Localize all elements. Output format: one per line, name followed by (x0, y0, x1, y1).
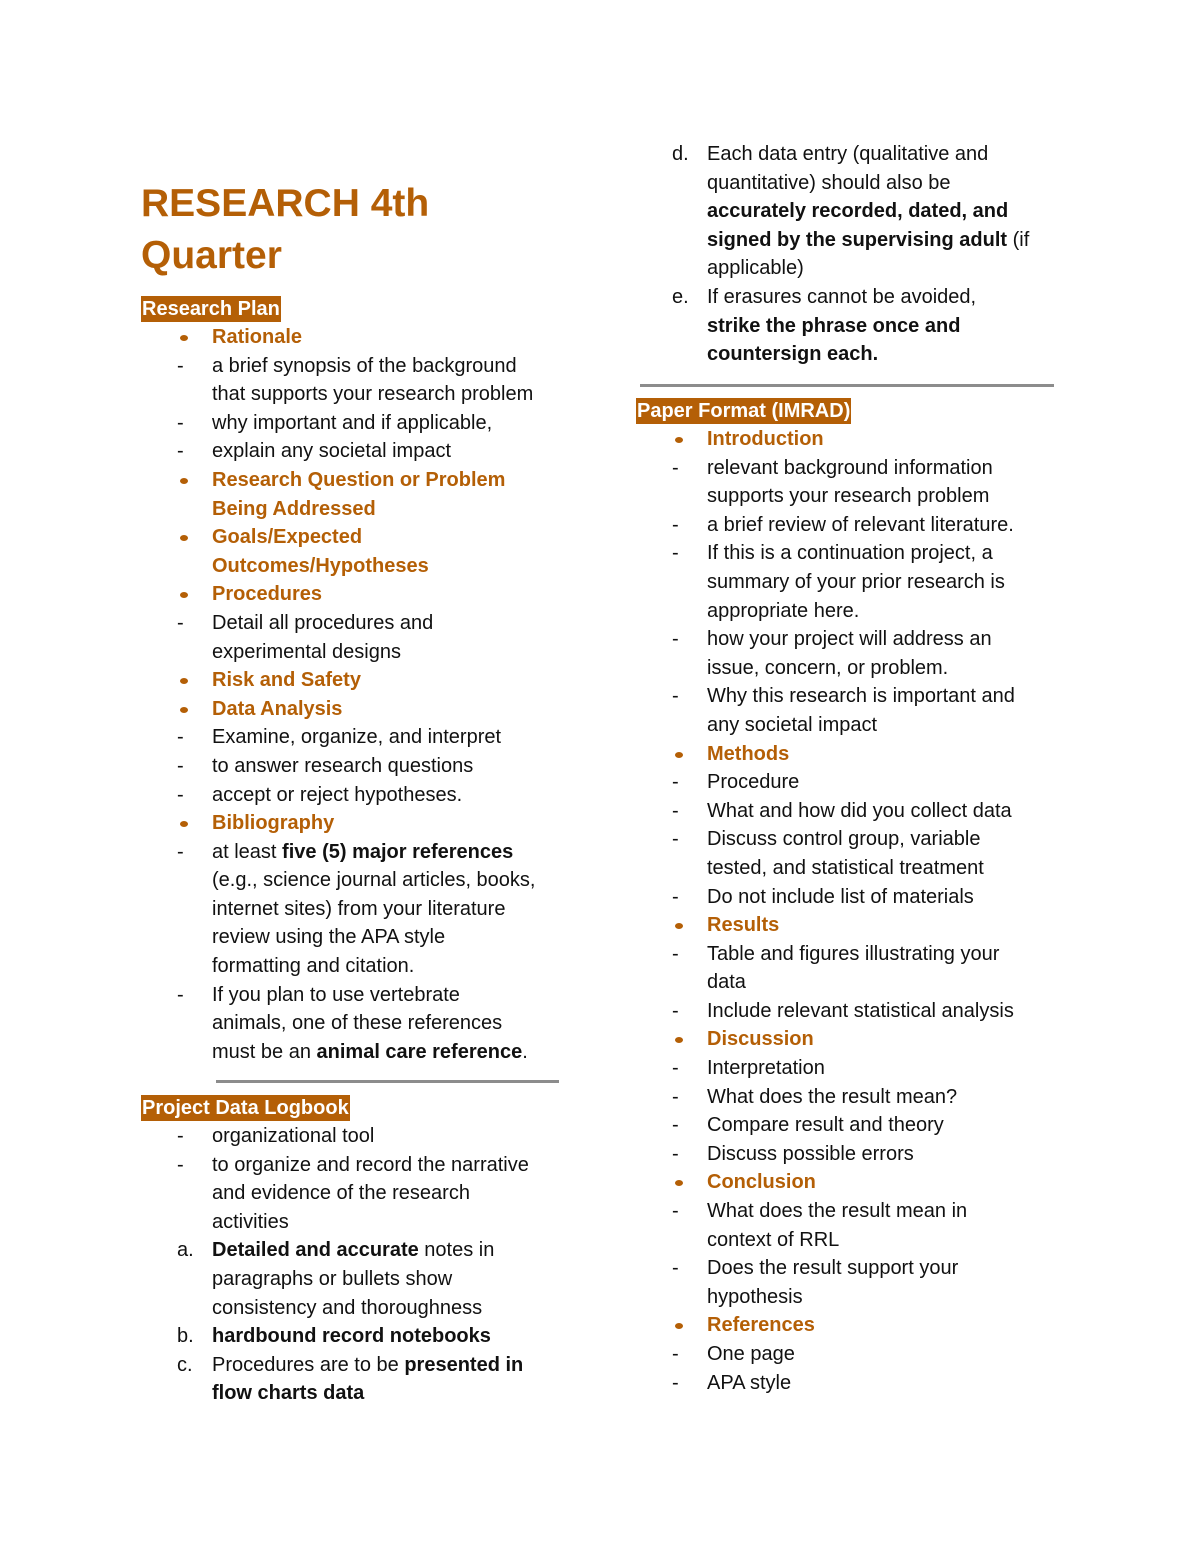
subsection-item (141, 695, 581, 724)
subsection-item (636, 1025, 1076, 1054)
item-text-line (707, 597, 1076, 626)
emphasis-text: signed by the supervising adult (707, 228, 1008, 251)
text-run: If this is a continuation project, a (707, 542, 993, 565)
subsection-item (141, 323, 581, 352)
bullet-icon (180, 535, 188, 541)
item-text-line (212, 723, 581, 752)
item-text-line (707, 1226, 1076, 1255)
subsection-label: Conclusion (707, 1171, 816, 1194)
subsection-label: Data Analysis (212, 697, 343, 720)
text-run: Include relevant statistical analysis (707, 999, 1014, 1022)
item-text-line (707, 539, 1076, 568)
item-text-line (212, 1322, 581, 1351)
text-run: hypothesis (707, 1285, 803, 1308)
dash-item (141, 409, 581, 438)
item-letter: c. (177, 1353, 193, 1376)
dash-item (636, 1254, 1076, 1311)
text-run: If you plan to use vertebrate (212, 983, 460, 1006)
bullet-icon (675, 437, 683, 443)
text-run: Why this research is important and (707, 685, 1015, 708)
item-text-line (707, 711, 1076, 740)
subsection-label: Rationale (212, 326, 303, 348)
dash-item (636, 682, 1076, 739)
item-text-line (212, 981, 581, 1010)
text-run: formatting and citation. (212, 955, 415, 978)
text-run: relevant background information (707, 456, 993, 479)
subsection-item (636, 425, 1076, 454)
item-text-line (707, 169, 1076, 198)
logbook-continued-list (636, 140, 1076, 369)
dash-item (636, 539, 1076, 625)
item-text-line (707, 1340, 1076, 1369)
dash-marker: - (672, 628, 679, 651)
lettered-item (141, 1322, 581, 1351)
dash-item (141, 437, 581, 466)
dash-marker: - (672, 513, 679, 536)
text-run: any societal impact (707, 713, 878, 736)
text-run: What and how did you collect data (707, 799, 1012, 822)
subsection-label: Risk and Safety (212, 669, 361, 692)
text-run: supports your research problem (707, 485, 990, 508)
project-logbook-list (141, 1122, 581, 1408)
item-text-line (212, 1122, 581, 1151)
item-text-line (212, 923, 581, 952)
item-letter: d. (672, 143, 689, 165)
item-text-line (212, 1208, 581, 1237)
text-run: context of RRL (707, 1228, 840, 1251)
dash-item (636, 1369, 1076, 1398)
text-run: Compare result and theory (707, 1114, 944, 1137)
dash-item (636, 883, 1076, 912)
item-text-line (212, 895, 581, 924)
subsection-item (141, 580, 581, 609)
bullet-icon (180, 678, 188, 684)
item-text-line (212, 1265, 581, 1294)
text-run: consistency and thoroughness (212, 1296, 483, 1319)
text-run: Discuss possible errors (707, 1142, 914, 1165)
subsection-item (636, 740, 1076, 769)
dash-item (636, 768, 1076, 797)
dash-marker: - (177, 783, 184, 806)
text-run: activities (212, 1210, 289, 1233)
text-run: review using the APA style (212, 926, 446, 949)
item-text-line (707, 197, 1076, 226)
text-run: appropriate here. (707, 599, 860, 622)
item-text-line (707, 511, 1076, 540)
subsection-label: Bibliography (212, 812, 335, 835)
bullet-icon (180, 478, 188, 484)
item-text-line (707, 625, 1076, 654)
text-run: animals, one of these references (212, 1012, 503, 1035)
item-text-line (212, 1151, 581, 1180)
item-text-line (707, 883, 1076, 912)
dash-item (141, 723, 581, 752)
dash-item (636, 511, 1076, 540)
item-text-line (212, 638, 581, 667)
dash-marker: - (177, 840, 184, 863)
item-text-line (707, 825, 1076, 854)
text-run: Interpretation (707, 1057, 825, 1080)
item-text-line (212, 1294, 581, 1323)
dash-item (636, 625, 1076, 682)
item-text-line (707, 1283, 1076, 1312)
dash-marker: - (672, 1343, 679, 1365)
dash-item (636, 1340, 1076, 1369)
text-run: a brief review of relevant literature. (707, 513, 1014, 536)
item-text-line (212, 1351, 581, 1380)
item-text-line (212, 781, 581, 810)
bullet-icon (180, 335, 188, 341)
item-text-line (707, 1083, 1076, 1112)
subsection-label: Research Question or Problem (212, 468, 506, 491)
dash-item (636, 1054, 1076, 1083)
item-text-line (212, 952, 581, 981)
dash-marker: - (672, 799, 679, 822)
text-run: (if (1007, 228, 1030, 251)
subsection-label: Discussion (707, 1028, 814, 1051)
item-text-line (707, 768, 1076, 797)
text-run: to answer research questions (212, 754, 474, 777)
lettered-item (141, 1351, 581, 1408)
item-text-line (212, 866, 581, 895)
bullet-icon (675, 752, 683, 758)
text-run: that supports your research problem (212, 383, 534, 406)
dash-item (141, 352, 581, 409)
item-text-line (212, 380, 581, 409)
dash-marker: - (177, 354, 184, 377)
dash-marker: - (672, 1057, 679, 1080)
dash-marker: - (177, 411, 184, 434)
dash-item (636, 825, 1076, 882)
dash-marker: - (672, 456, 679, 479)
section-divider-left (216, 1080, 559, 1083)
subsection-label: Procedures (212, 583, 323, 606)
dash-item (636, 1197, 1076, 1254)
text-run: Procedures are to be (212, 1353, 405, 1376)
text-run: how your project will address an (707, 628, 992, 651)
emphasis-text: flow charts data (212, 1382, 365, 1405)
item-text-line (707, 283, 1076, 312)
emphasis-text: accurately recorded, dated, and (707, 200, 1009, 223)
bullet-icon (675, 1037, 683, 1043)
text-run: quantitative) should also be (707, 171, 951, 194)
dash-marker: - (672, 1114, 679, 1137)
subsection-label: Introduction (707, 428, 824, 450)
text-run: paragraphs or bullets show (212, 1267, 453, 1290)
text-run: . (522, 1040, 528, 1063)
emphasis-text: countersign each. (707, 343, 879, 366)
dash-item (636, 1140, 1076, 1169)
text-run: Examine, organize, and interpret (212, 726, 502, 749)
dash-marker: - (672, 885, 679, 908)
item-text-line (707, 1197, 1076, 1226)
dash-item (141, 752, 581, 781)
text-run: accept or reject hypotheses. (212, 783, 463, 806)
dash-item (141, 609, 581, 666)
text-run: tested, and statistical treatment (707, 856, 984, 879)
item-text-line (707, 654, 1076, 683)
subsection-item (141, 809, 581, 838)
paper-format-list (636, 425, 1076, 1397)
research-plan-list (141, 323, 581, 1066)
text-run: explain any societal impact (212, 440, 452, 463)
emphasis-text: presented in (404, 1353, 524, 1376)
text-run: issue, concern, or problem. (707, 656, 949, 679)
item-text-line (707, 940, 1076, 969)
item-text-line (707, 1254, 1076, 1283)
item-text-line (212, 437, 581, 466)
item-text-line (212, 1179, 581, 1208)
dash-item (141, 838, 581, 981)
text-run: organizational tool (212, 1125, 375, 1147)
item-text-line (212, 409, 581, 438)
dash-item (636, 940, 1076, 997)
text-run: Do not include list of materials (707, 885, 974, 908)
text-run: applicable) (707, 257, 804, 280)
dash-item (141, 781, 581, 810)
dash-marker: - (672, 999, 679, 1022)
dash-item (141, 981, 581, 1067)
title-line-2: Quarter (141, 234, 282, 277)
subsection-label: Being Addressed (212, 497, 376, 520)
research-plan-heading: Research Plan (142, 298, 280, 320)
text-run: Discuss control group, variable (707, 828, 981, 851)
item-letter: b. (177, 1325, 194, 1348)
text-run: APA style (707, 1371, 792, 1394)
text-run: to organize and record the narrative (212, 1153, 529, 1176)
item-text-line (212, 752, 581, 781)
emphasis-text: Detailed and accurate (212, 1239, 419, 1262)
item-text-line (707, 997, 1076, 1026)
item-text-line (212, 1236, 581, 1265)
bullet-icon (675, 923, 683, 929)
bullet-icon (180, 592, 188, 598)
item-text-line (707, 797, 1076, 826)
dash-item (141, 1122, 581, 1151)
section-divider-right (640, 384, 1054, 387)
text-run: experimental designs (212, 640, 401, 663)
item-text-line (707, 568, 1076, 597)
item-text-line (707, 1054, 1076, 1083)
item-text-line (707, 226, 1076, 255)
subsection-label: References (707, 1314, 815, 1337)
subsection-label: Methods (707, 742, 790, 765)
item-text-line (212, 1038, 581, 1067)
dash-item (636, 797, 1076, 826)
dash-item (636, 1111, 1076, 1140)
text-run: summary of your prior research is (707, 570, 1005, 593)
text-run: at least (212, 840, 283, 863)
dash-marker: - (672, 685, 679, 708)
text-run: Does the result support your (707, 1257, 959, 1280)
lettered-item (636, 140, 1076, 283)
subsection-label: Goals/Expected (212, 526, 363, 549)
subsection-item (636, 911, 1076, 940)
text-run: must be an (212, 1040, 317, 1063)
dash-marker: - (177, 726, 184, 749)
lettered-item (636, 283, 1076, 369)
document-title (141, 178, 429, 282)
text-run: (e.g., science journal articles, books, (212, 869, 536, 892)
item-letter: a. (177, 1239, 194, 1262)
item-text-line (707, 312, 1076, 341)
emphasis-text: five (5) major references (282, 840, 514, 863)
item-text-line (212, 1379, 581, 1408)
text-run: One page (707, 1343, 795, 1365)
item-text-line (707, 482, 1076, 511)
dash-marker: - (672, 1085, 679, 1108)
bullet-icon (180, 821, 188, 827)
item-text-line (707, 1369, 1076, 1398)
project-logbook-heading: Project Data Logbook (142, 1097, 349, 1119)
subsection-label: Outcomes/Hypotheses (212, 554, 429, 577)
emphasis-text: animal care reference (316, 1040, 523, 1063)
subsection-item (141, 523, 581, 580)
dash-item (636, 1083, 1076, 1112)
text-run: data (707, 971, 746, 994)
dash-marker: - (177, 1125, 184, 1147)
dash-marker: - (672, 771, 679, 794)
dash-marker: - (177, 1153, 184, 1176)
text-run: Detail all procedures and (212, 611, 434, 634)
bullet-icon (675, 1180, 683, 1186)
item-text-line (707, 1140, 1076, 1169)
item-text-line (707, 968, 1076, 997)
text-run: Procedure (707, 771, 800, 794)
text-run: What does the result mean? (707, 1085, 958, 1108)
dash-marker: - (672, 542, 679, 565)
dash-marker: - (177, 440, 184, 463)
text-run: why important and if applicable, (212, 411, 493, 434)
dash-marker: - (672, 1200, 679, 1223)
item-text-line (707, 1111, 1076, 1140)
dash-marker: - (672, 1142, 679, 1165)
dash-item (141, 1151, 581, 1237)
item-text-line (707, 854, 1076, 883)
emphasis-text: hardbound record notebooks (212, 1325, 491, 1348)
dash-item (636, 997, 1076, 1026)
dash-marker: - (177, 983, 184, 1006)
emphasis-text: strike the phrase once and (707, 314, 961, 337)
item-text-line (212, 352, 581, 381)
subsection-item (636, 1311, 1076, 1340)
dash-marker: - (177, 754, 184, 777)
item-text-line (707, 140, 1076, 169)
lettered-item (141, 1236, 581, 1322)
text-run: If erasures cannot be avoided, (707, 285, 977, 308)
item-text-line (212, 609, 581, 638)
text-run: What does the result mean in (707, 1200, 968, 1223)
dash-item (636, 454, 1076, 511)
bullet-icon (675, 1323, 683, 1329)
item-text-line (212, 838, 581, 867)
text-run: notes in (418, 1239, 495, 1262)
dash-marker: - (672, 942, 679, 965)
dash-marker: - (672, 1371, 679, 1394)
text-run: a brief synopsis of the background (212, 354, 517, 377)
item-text-line (707, 254, 1076, 283)
bullet-icon (180, 707, 188, 713)
paper-format-heading: Paper Format (IMRAD) (637, 400, 851, 422)
subsection-label: Results (707, 914, 780, 937)
dash-marker: - (672, 1257, 679, 1280)
text-run: and evidence of the research (212, 1182, 470, 1205)
item-text-line (212, 1009, 581, 1038)
dash-marker: - (672, 828, 679, 851)
item-text-line (707, 454, 1076, 483)
subsection-item (141, 466, 581, 523)
item-text-line (707, 682, 1076, 711)
subsection-item (636, 1168, 1076, 1197)
subsection-item (141, 666, 581, 695)
text-run: internet sites) from your literature (212, 897, 506, 920)
item-text-line (707, 340, 1076, 369)
text-run: Table and figures illustrating your (707, 942, 1000, 965)
item-letter: e. (672, 285, 689, 308)
text-run: Each data entry (qualitative and (707, 143, 989, 165)
dash-marker: - (177, 611, 184, 634)
title-line-1: RESEARCH 4th (141, 182, 430, 225)
